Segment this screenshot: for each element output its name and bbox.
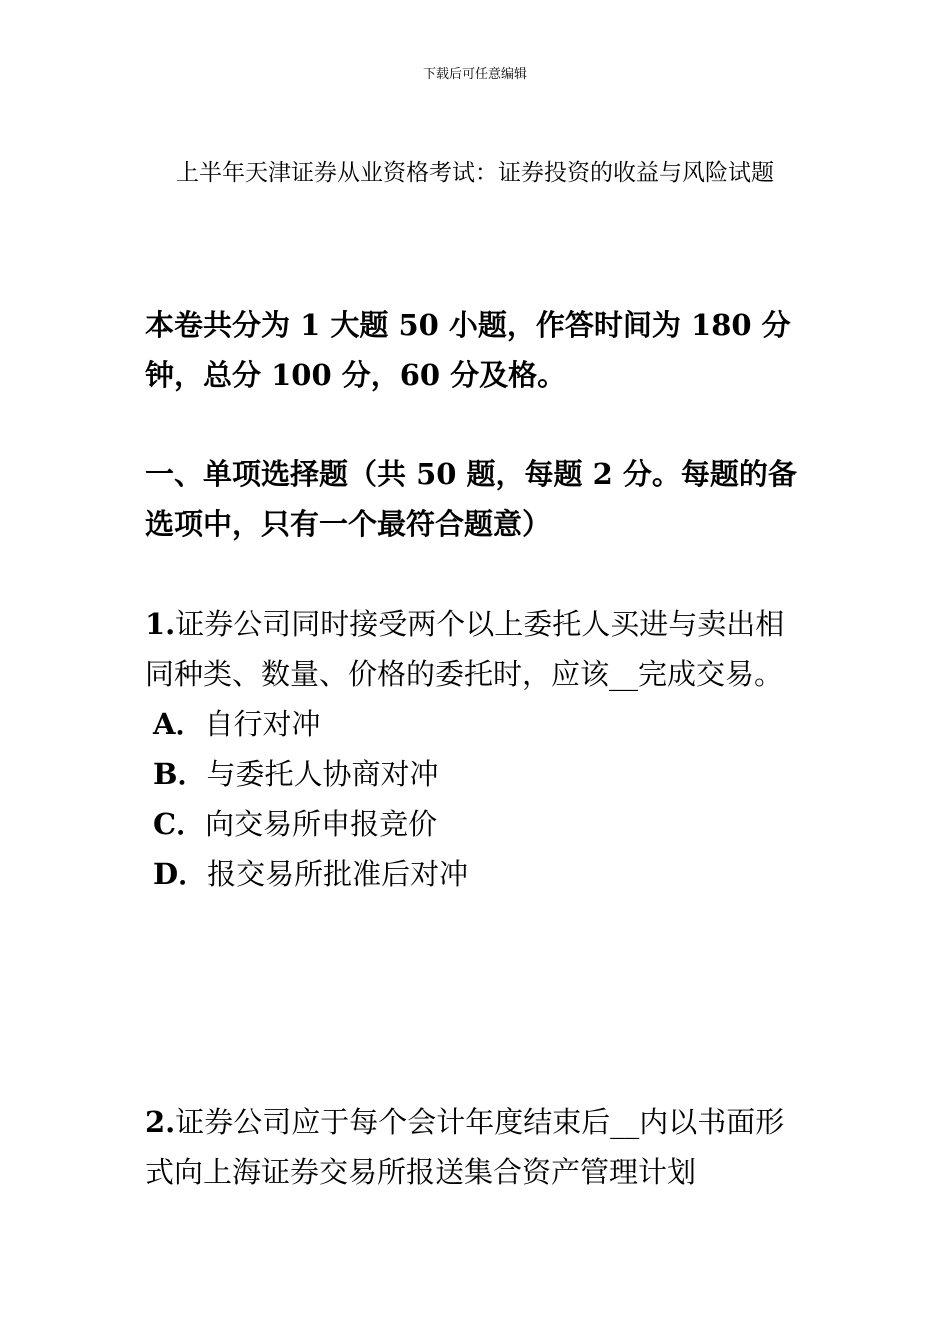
question-2 — [145, 1097, 810, 1197]
question-1-text — [145, 599, 810, 699]
question-1-number: 1. — [145, 607, 176, 641]
option-c — [145, 799, 810, 849]
question-2-number: 2. — [145, 1105, 176, 1139]
option-a-letter: A． — [153, 707, 205, 741]
option-d-letter: D． — [153, 857, 208, 891]
option-a-text: 自行对冲 — [204, 707, 321, 741]
option-d — [145, 849, 810, 899]
question-1-stem: 证券公司同时接受两个以上委托人买进与卖出相同种类、数量、价格的委托时，应该__完成交易。 — [145, 607, 785, 691]
option-a — [145, 699, 810, 749]
option-b — [145, 749, 810, 799]
section-heading: 一、单项选择题（共 50 题，每题 2 分。每题的备选项中，只有一个最符合题意） — [145, 457, 797, 541]
question-1 — [145, 599, 810, 899]
document-title: 上半年天津证券从业资格考试：证券投资的收益与风险试题 — [176, 160, 774, 186]
header-note: 下载后可任意编辑 — [422, 67, 527, 82]
option-b-text: 与委托人协商对冲 — [206, 757, 439, 791]
option-d-text: 报交易所批准后对冲 — [207, 857, 469, 891]
option-b-letter: B． — [153, 757, 207, 791]
option-c-letter: C． — [153, 807, 206, 841]
exam-intro: 本卷共分为 1 大题 50 小题，作答时间为 180 分钟，总分 100 分，60 分及格。 — [145, 308, 791, 392]
option-c-text: 向交易所申报竞价 — [205, 807, 438, 841]
question-2-text — [145, 1097, 810, 1197]
question-2-stem: 证券公司应于每个会计年度结束后__内以书面形式向上海证券交易所报送集合资产管理计划 — [145, 1105, 785, 1189]
